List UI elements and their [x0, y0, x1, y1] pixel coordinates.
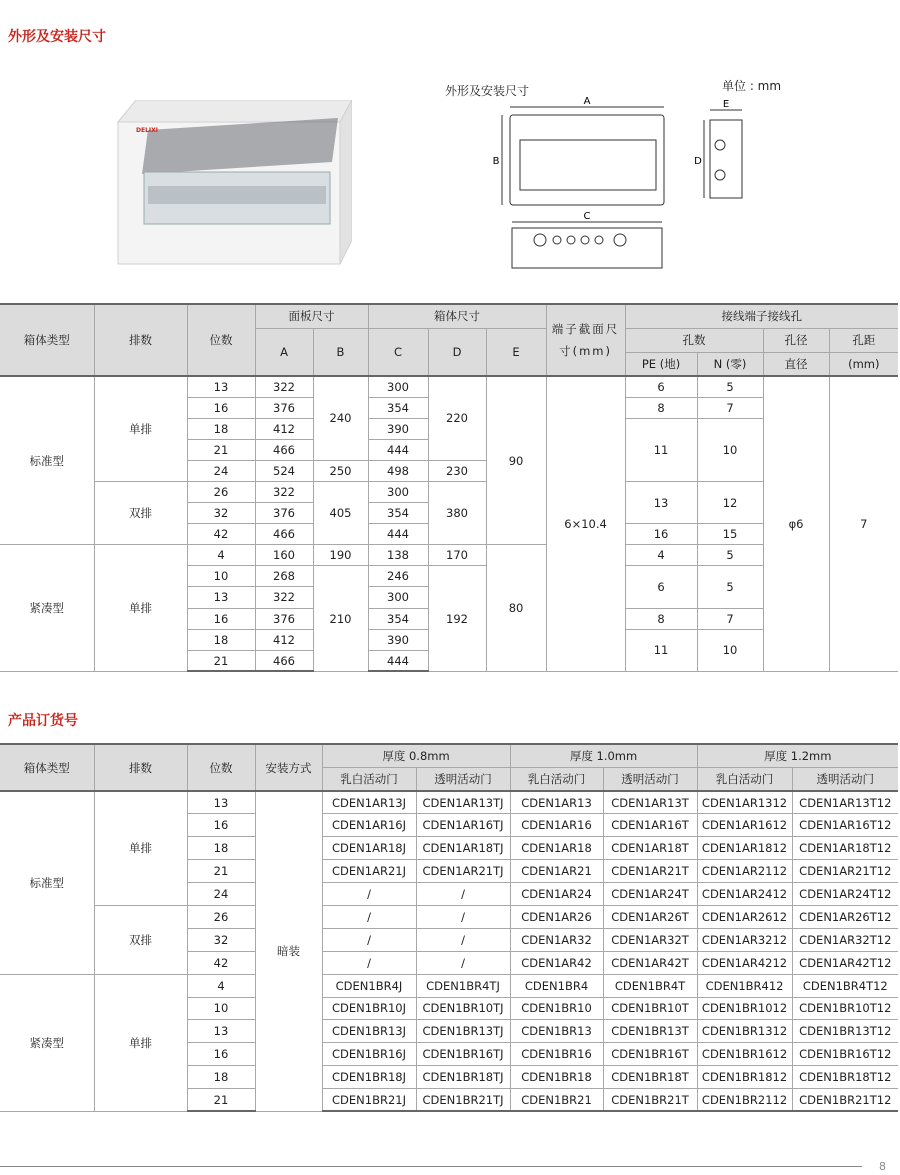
c-cell: 444	[368, 524, 428, 545]
n-cell: 7	[697, 608, 763, 629]
header-milky-door: 乳白活动门	[322, 768, 416, 792]
d-cell: 230	[428, 460, 486, 481]
order-no-milky-10: CDEN1BR21	[510, 1089, 603, 1112]
pe-cell: 13	[625, 481, 697, 523]
pos-cell: 18	[187, 418, 255, 439]
header-a: A	[255, 328, 313, 376]
c-cell: 300	[368, 587, 428, 608]
order-no-milky-12: CDEN1AR2612	[697, 905, 792, 928]
order-number-table	[0, 743, 898, 1112]
order-no-milky-10: CDEN1AR13	[510, 791, 603, 814]
dim-label-d: D	[694, 156, 702, 167]
order-no-milky-10: CDEN1BR13	[510, 1020, 603, 1043]
footer-rule	[0, 1166, 862, 1167]
header-positions: 位数	[187, 744, 255, 791]
order-no-clear-08: CDEN1BR4TJ	[416, 974, 510, 997]
order-no-clear-10: CDEN1BR18T	[603, 1066, 697, 1089]
a-cell: 322	[255, 481, 313, 502]
header-positions: 位数	[187, 304, 255, 376]
e-cell: 80	[486, 545, 546, 672]
pos-cell: 18	[187, 837, 255, 860]
d-cell: 220	[428, 376, 486, 460]
install-cell: 暗装	[255, 791, 322, 1111]
product-photo	[112, 100, 352, 268]
order-no-clear-10: CDEN1BR21T	[603, 1089, 697, 1112]
a-cell: 376	[255, 397, 313, 418]
a-cell: 412	[255, 418, 313, 439]
a-cell: 466	[255, 524, 313, 545]
c-cell: 390	[368, 629, 428, 650]
e-cell: 90	[486, 376, 546, 545]
order-no-clear-08: /	[416, 883, 510, 906]
order-no-milky-10: CDEN1AR42	[510, 951, 603, 974]
box-type-cell: 紧凑型	[0, 545, 94, 672]
order-no-clear-08: CDEN1AR16TJ	[416, 814, 510, 837]
table-row	[0, 905, 898, 928]
order-no-clear-08: CDEN1BR13TJ	[416, 1020, 510, 1043]
order-no-milky-12: CDEN1BR1312	[697, 1020, 792, 1043]
order-no-milky-08: CDEN1BR18J	[322, 1066, 416, 1089]
a-cell: 322	[255, 587, 313, 608]
a-cell: 322	[255, 376, 313, 397]
header-box-type: 箱体类型	[0, 304, 94, 376]
row-type-cell: 双排	[94, 481, 187, 544]
c-cell: 300	[368, 376, 428, 397]
order-no-clear-08: CDEN1BR16TJ	[416, 1043, 510, 1066]
order-no-milky-08: CDEN1AR21J	[322, 860, 416, 883]
b-cell: 210	[313, 566, 368, 671]
n-cell: 10	[697, 629, 763, 671]
order-no-milky-10: CDEN1AR24	[510, 883, 603, 906]
header-b: B	[313, 328, 368, 376]
b-cell: 250	[313, 460, 368, 481]
pe-cell: 6	[625, 376, 697, 397]
order-no-milky-12: CDEN1AR1312	[697, 791, 792, 814]
order-no-clear-12: CDEN1BR4T12	[792, 974, 898, 997]
header-milky-door: 乳白活动门	[510, 768, 603, 792]
order-no-milky-08: CDEN1BR13J	[322, 1020, 416, 1043]
order-no-clear-08: CDEN1AR21TJ	[416, 860, 510, 883]
order-no-clear-10: CDEN1AR26T	[603, 905, 697, 928]
order-no-clear-12: CDEN1AR16T12	[792, 814, 898, 837]
terminal-section-cell: 6×10.4	[546, 376, 625, 671]
pos-cell: 13	[187, 1020, 255, 1043]
order-no-clear-12: CDEN1BR13T12	[792, 1020, 898, 1043]
order-no-clear-08: /	[416, 951, 510, 974]
dimension-spec-table	[0, 303, 898, 672]
order-no-milky-08: /	[322, 883, 416, 906]
n-cell: 5	[697, 566, 763, 608]
header-dia-sub: 直径	[763, 352, 829, 376]
header-e: E	[486, 328, 546, 376]
a-cell: 376	[255, 503, 313, 524]
order-no-milky-10: CDEN1AR26	[510, 905, 603, 928]
table-row	[0, 791, 898, 814]
header-c: C	[368, 328, 428, 376]
pos-cell: 42	[187, 951, 255, 974]
pos-cell: 10	[187, 566, 255, 587]
header-thickness-12: 厚度 1.2mm	[697, 744, 898, 768]
order-no-clear-12: CDEN1AR13T12	[792, 791, 898, 814]
section-title-dimensions: 外形及安装尺寸	[8, 29, 106, 45]
n-cell: 7	[697, 397, 763, 418]
pe-cell: 11	[625, 418, 697, 481]
b-cell: 240	[313, 376, 368, 460]
dim-label-b: B	[492, 156, 500, 167]
order-no-clear-08: CDEN1AR13TJ	[416, 791, 510, 814]
pos-cell: 32	[187, 503, 255, 524]
order-no-milky-12: CDEN1AR2112	[697, 860, 792, 883]
order-no-clear-12: CDEN1BR16T12	[792, 1043, 898, 1066]
hole-dia-cell: φ6	[763, 376, 829, 671]
order-no-clear-08: /	[416, 905, 510, 928]
header-panel-size: 面板尺寸	[255, 304, 368, 328]
order-no-milky-08: CDEN1BR16J	[322, 1043, 416, 1066]
pos-cell: 13	[187, 791, 255, 814]
order-no-milky-10: CDEN1AR21	[510, 860, 603, 883]
c-cell: 354	[368, 503, 428, 524]
d-cell: 380	[428, 481, 486, 544]
order-no-clear-10: CDEN1BR13T	[603, 1020, 697, 1043]
order-no-milky-12: CDEN1AR1812	[697, 837, 792, 860]
header-n: N (零)	[697, 352, 763, 376]
c-cell: 300	[368, 481, 428, 502]
pe-cell: 8	[625, 608, 697, 629]
pos-cell: 13	[187, 376, 255, 397]
order-no-milky-08: CDEN1BR4J	[322, 974, 416, 997]
order-no-milky-08: /	[322, 951, 416, 974]
pos-cell: 26	[187, 481, 255, 502]
pos-cell: 21	[187, 1089, 255, 1112]
order-no-milky-10: CDEN1BR4	[510, 974, 603, 997]
a-cell: 466	[255, 439, 313, 460]
c-cell: 444	[368, 439, 428, 460]
n-cell: 10	[697, 418, 763, 481]
header-thickness-08: 厚度 0.8mm	[322, 744, 510, 768]
order-no-clear-12: CDEN1AR18T12	[792, 837, 898, 860]
order-no-milky-08: CDEN1BR10J	[322, 997, 416, 1020]
order-no-milky-12: CDEN1AR1612	[697, 814, 792, 837]
pos-cell: 42	[187, 524, 255, 545]
order-no-milky-10: CDEN1AR16	[510, 814, 603, 837]
header-thickness-10: 厚度 1.0mm	[510, 744, 697, 768]
table-row	[0, 974, 898, 997]
pos-cell: 16	[187, 1043, 255, 1066]
header-pitch-sub: (mm)	[829, 352, 898, 376]
a-cell: 524	[255, 460, 313, 481]
pos-cell: 26	[187, 905, 255, 928]
order-no-clear-10: CDEN1AR13T	[603, 791, 697, 814]
order-no-clear-12: CDEN1BR21T12	[792, 1089, 898, 1112]
a-cell: 160	[255, 545, 313, 566]
dim-label-e: E	[722, 99, 730, 110]
header-hole-count: 孔数	[625, 328, 763, 352]
section-title-order: 产品订货号	[8, 713, 78, 729]
dimension-drawings	[440, 70, 900, 280]
order-no-clear-10: CDEN1AR16T	[603, 814, 697, 837]
order-no-clear-10: CDEN1AR18T	[603, 837, 697, 860]
pos-cell: 4	[187, 545, 255, 566]
n-cell: 5	[697, 376, 763, 397]
c-cell: 444	[368, 650, 428, 671]
header-clear-door: 透明活动门	[792, 768, 898, 792]
order-no-clear-10: CDEN1AR21T	[603, 860, 697, 883]
dim-label-c: C	[583, 211, 591, 222]
order-no-clear-12: CDEN1BR18T12	[792, 1066, 898, 1089]
c-cell: 138	[368, 545, 428, 566]
order-no-milky-10: CDEN1BR18	[510, 1066, 603, 1089]
order-no-clear-12: CDEN1AR26T12	[792, 905, 898, 928]
n-cell: 15	[697, 524, 763, 545]
row-type-cell: 单排	[94, 791, 187, 905]
b-cell: 190	[313, 545, 368, 566]
order-no-clear-08: CDEN1BR10TJ	[416, 997, 510, 1020]
order-no-clear-12: CDEN1AR32T12	[792, 928, 898, 951]
order-no-milky-08: CDEN1AR13J	[322, 791, 416, 814]
order-no-milky-12: CDEN1AR4212	[697, 951, 792, 974]
brand-logo: DELIXI	[136, 127, 158, 134]
header-hole-dia: 孔径	[763, 328, 829, 352]
pos-cell: 21	[187, 860, 255, 883]
order-no-milky-12: CDEN1AR2412	[697, 883, 792, 906]
box-type-cell: 标准型	[0, 791, 94, 974]
n-cell: 12	[697, 481, 763, 523]
order-no-milky-12: CDEN1BR2112	[697, 1089, 792, 1112]
order-no-milky-12: CDEN1BR412	[697, 974, 792, 997]
order-no-clear-08: CDEN1BR18TJ	[416, 1066, 510, 1089]
header-hole-pitch: 孔距	[829, 328, 898, 352]
c-cell: 498	[368, 460, 428, 481]
header-milky-door: 乳白活动门	[697, 768, 792, 792]
pe-cell: 6	[625, 566, 697, 608]
header-clear-door: 透明活动门	[416, 768, 510, 792]
header-box-type: 箱体类型	[0, 744, 94, 791]
order-no-clear-10: CDEN1AR24T	[603, 883, 697, 906]
order-no-clear-10: CDEN1BR16T	[603, 1043, 697, 1066]
pos-cell: 16	[187, 608, 255, 629]
order-no-milky-12: CDEN1BR1812	[697, 1066, 792, 1089]
row-type-cell: 单排	[94, 545, 187, 672]
c-cell: 354	[368, 608, 428, 629]
c-cell: 246	[368, 566, 428, 587]
order-no-milky-12: CDEN1BR1012	[697, 997, 792, 1020]
header-pe: PE (地)	[625, 352, 697, 376]
order-no-milky-12: CDEN1BR1612	[697, 1043, 792, 1066]
order-no-clear-10: CDEN1BR10T	[603, 997, 697, 1020]
order-no-clear-12: CDEN1BR10T12	[792, 997, 898, 1020]
pos-cell: 13	[187, 587, 255, 608]
pos-cell: 10	[187, 997, 255, 1020]
order-no-milky-08: /	[322, 928, 416, 951]
header-box-size: 箱体尺寸	[368, 304, 546, 328]
d-cell: 192	[428, 566, 486, 671]
header-install: 安装方式	[255, 744, 322, 791]
row-type-cell: 单排	[94, 376, 187, 481]
header-rows: 排数	[94, 304, 187, 376]
pe-cell: 4	[625, 545, 697, 566]
order-no-milky-12: CDEN1AR3212	[697, 928, 792, 951]
pos-cell: 21	[187, 650, 255, 671]
order-no-clear-08: /	[416, 928, 510, 951]
d-cell: 170	[428, 545, 486, 566]
order-no-milky-10: CDEN1BR10	[510, 997, 603, 1020]
drawing-title: 外形及安装尺寸	[445, 84, 530, 98]
pos-cell: 24	[187, 460, 255, 481]
pe-cell: 11	[625, 629, 697, 671]
header-terminal-holes: 接线端子接线孔	[625, 304, 898, 328]
box-type-cell: 紧凑型	[0, 974, 94, 1111]
order-no-milky-08: CDEN1AR18J	[322, 837, 416, 860]
order-no-clear-10: CDEN1AR42T	[603, 951, 697, 974]
pos-cell: 18	[187, 1066, 255, 1089]
order-no-clear-12: CDEN1AR21T12	[792, 860, 898, 883]
pe-cell: 8	[625, 397, 697, 418]
header-rows: 排数	[94, 744, 187, 791]
order-no-clear-08: CDEN1AR18TJ	[416, 837, 510, 860]
table-row	[0, 376, 898, 397]
pos-cell: 18	[187, 629, 255, 650]
page-number: 8	[879, 1160, 886, 1173]
order-no-clear-10: CDEN1BR4T	[603, 974, 697, 997]
pos-cell: 24	[187, 883, 255, 906]
header-clear-door: 透明活动门	[603, 768, 697, 792]
order-no-milky-08: CDEN1AR16J	[322, 814, 416, 837]
c-cell: 354	[368, 397, 428, 418]
header-d: D	[428, 328, 486, 376]
pos-cell: 21	[187, 439, 255, 460]
pos-cell: 4	[187, 974, 255, 997]
hole-pitch-cell: 7	[829, 376, 898, 671]
pe-cell: 16	[625, 524, 697, 545]
order-no-milky-10: CDEN1AR18	[510, 837, 603, 860]
a-cell: 268	[255, 566, 313, 587]
pos-cell: 32	[187, 928, 255, 951]
a-cell: 376	[255, 608, 313, 629]
box-type-cell: 标准型	[0, 376, 94, 545]
pos-cell: 16	[187, 814, 255, 837]
row-type-cell: 双排	[94, 905, 187, 974]
order-no-clear-12: CDEN1AR42T12	[792, 951, 898, 974]
unit-label: 单位 : mm	[722, 79, 782, 93]
order-no-clear-08: CDEN1BR21TJ	[416, 1089, 510, 1112]
b-cell: 405	[313, 481, 368, 544]
a-cell: 466	[255, 650, 313, 671]
order-no-milky-08: /	[322, 905, 416, 928]
n-cell: 5	[697, 545, 763, 566]
dim-label-a: A	[583, 96, 591, 107]
order-no-milky-08: CDEN1BR21J	[322, 1089, 416, 1112]
pos-cell: 16	[187, 397, 255, 418]
order-no-milky-10: CDEN1BR16	[510, 1043, 603, 1066]
header-terminal-section: 端子截面尺寸(mm)	[546, 304, 625, 376]
order-no-clear-10: CDEN1AR32T	[603, 928, 697, 951]
a-cell: 412	[255, 629, 313, 650]
row-type-cell: 单排	[94, 974, 187, 1111]
c-cell: 390	[368, 418, 428, 439]
order-no-clear-12: CDEN1AR24T12	[792, 883, 898, 906]
order-no-milky-10: CDEN1AR32	[510, 928, 603, 951]
